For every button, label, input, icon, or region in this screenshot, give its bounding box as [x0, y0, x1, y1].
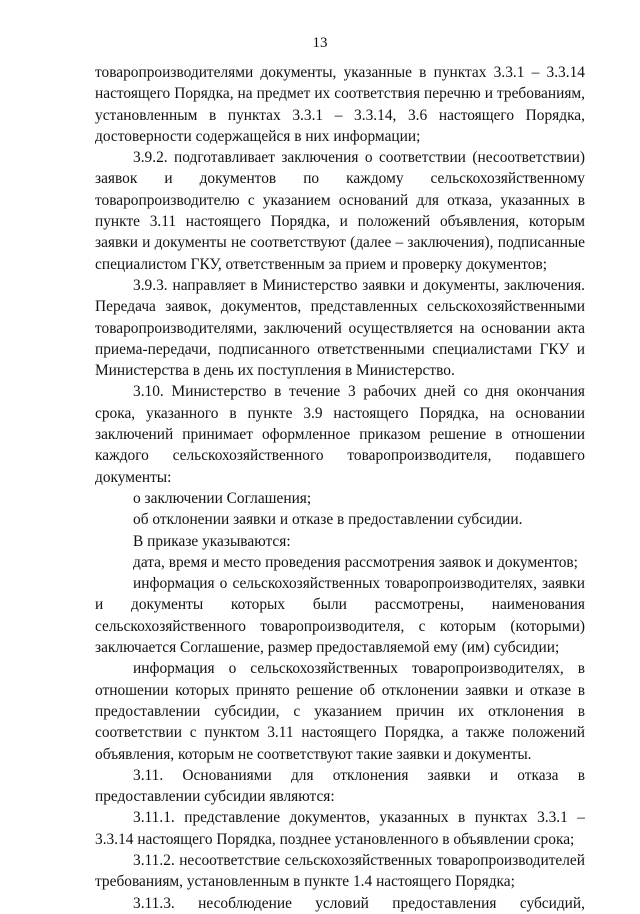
- paragraph-3-9-3: 3.9.3. направляет в Министерство заявки и документы, заключения. Передача заявок, документов, представленных сельскохозяйственными товаропроизводителями, заключений осуществляется на основании акта приема-передачи, подписанного ответственными специалистами ГКУ и Министерства в день их поступления в Министерство.: [95, 276, 585, 380]
- page-number: 13: [312, 35, 328, 51]
- paragraph-info-rejected: информация о сельскохозяйственных товаропроизводителях, в отношении которых принято решение об отклонении заявки и отказе в предоставлении субсидии, с указанием причин их отклонения в соответствии с пунктом 3.11 настоящего Порядка, а также положений объявления, которым не соответствуют такие заявки и документы.: [95, 660, 585, 763]
- paragraph-rejection: об отклонении заявки и отказе в предоставлении субсидии.: [133, 511, 523, 529]
- paragraph-date-time: дата, время и место проведения рассмотрения заявок и документов;: [133, 553, 578, 571]
- paragraph-3-11-2: 3.11.2. несоответствие сельскохозяйственных товаропроизводителей требованиям, установленным в пункте 1.4 настоящего Порядка;: [95, 851, 585, 891]
- paragraph-order-intro: В приказе указываются:: [133, 532, 291, 550]
- paragraph-3-11-1: 3.11.1. представление документов, указанных в пунктах 3.3.1 – 3.3.14 настоящего Порядка, позднее установленного в объявлении срока;: [95, 809, 585, 848]
- paragraph-3-10: 3.10. Министерство в течение 3 рабочих дней со дня окончания срока, указанного в пункте 3.9 настоящего Порядка, на основании заключений принимает оформленное приказом решение в отношении каждого сельскохозяйственного товаропроизводителя, подавшего документы:: [95, 383, 585, 486]
- paragraph-3-11-3: 3.11.3. несоблюдение условий предоставления субсидий,: [133, 894, 585, 912]
- paragraph-3-9-2: 3.9.2. подготавливает заключения о соответствии (несоответствии) заявок и документов по каждому сельскохозяйственному товаропроизводителю с указанием оснований для отказа, указанных в пункте 3.11 настоящего Порядка, и положений объявления, которым заявки и документы не соответствуют (далее – заключения), подписанные специалистом ГКУ, ответственным за прием и проверку документов;: [95, 149, 585, 273]
- paragraph-3-11: 3.11. Основаниями для отклонения заявки и отказа в предоставлении субсидии являются:: [95, 766, 585, 806]
- paragraph-continuation: товаропроизводителями документы, указанные в пунктах 3.3.1 – 3.3.14 настоящего Порядка, на предмет их соответствия перечню и требованиям, установленным в пунктах 3.3.1 – 3.3.14, 3.6 настоящего Порядка, достоверности содержащейся в них информации;: [95, 64, 585, 145]
- paragraph-info-considered: информация о сельскохозяйственных товаропроизводителях, заявки и документы которых были рассмотрены, наименования сельскохозяйственного товаропроизводителя, с которым (которыми) заключается Соглашение, размер предоставляемой ему (им) субсидии;: [95, 575, 585, 657]
- paragraph-agreement: о заключении Соглашения;: [133, 489, 312, 507]
- document-body: [95, 62, 585, 914]
